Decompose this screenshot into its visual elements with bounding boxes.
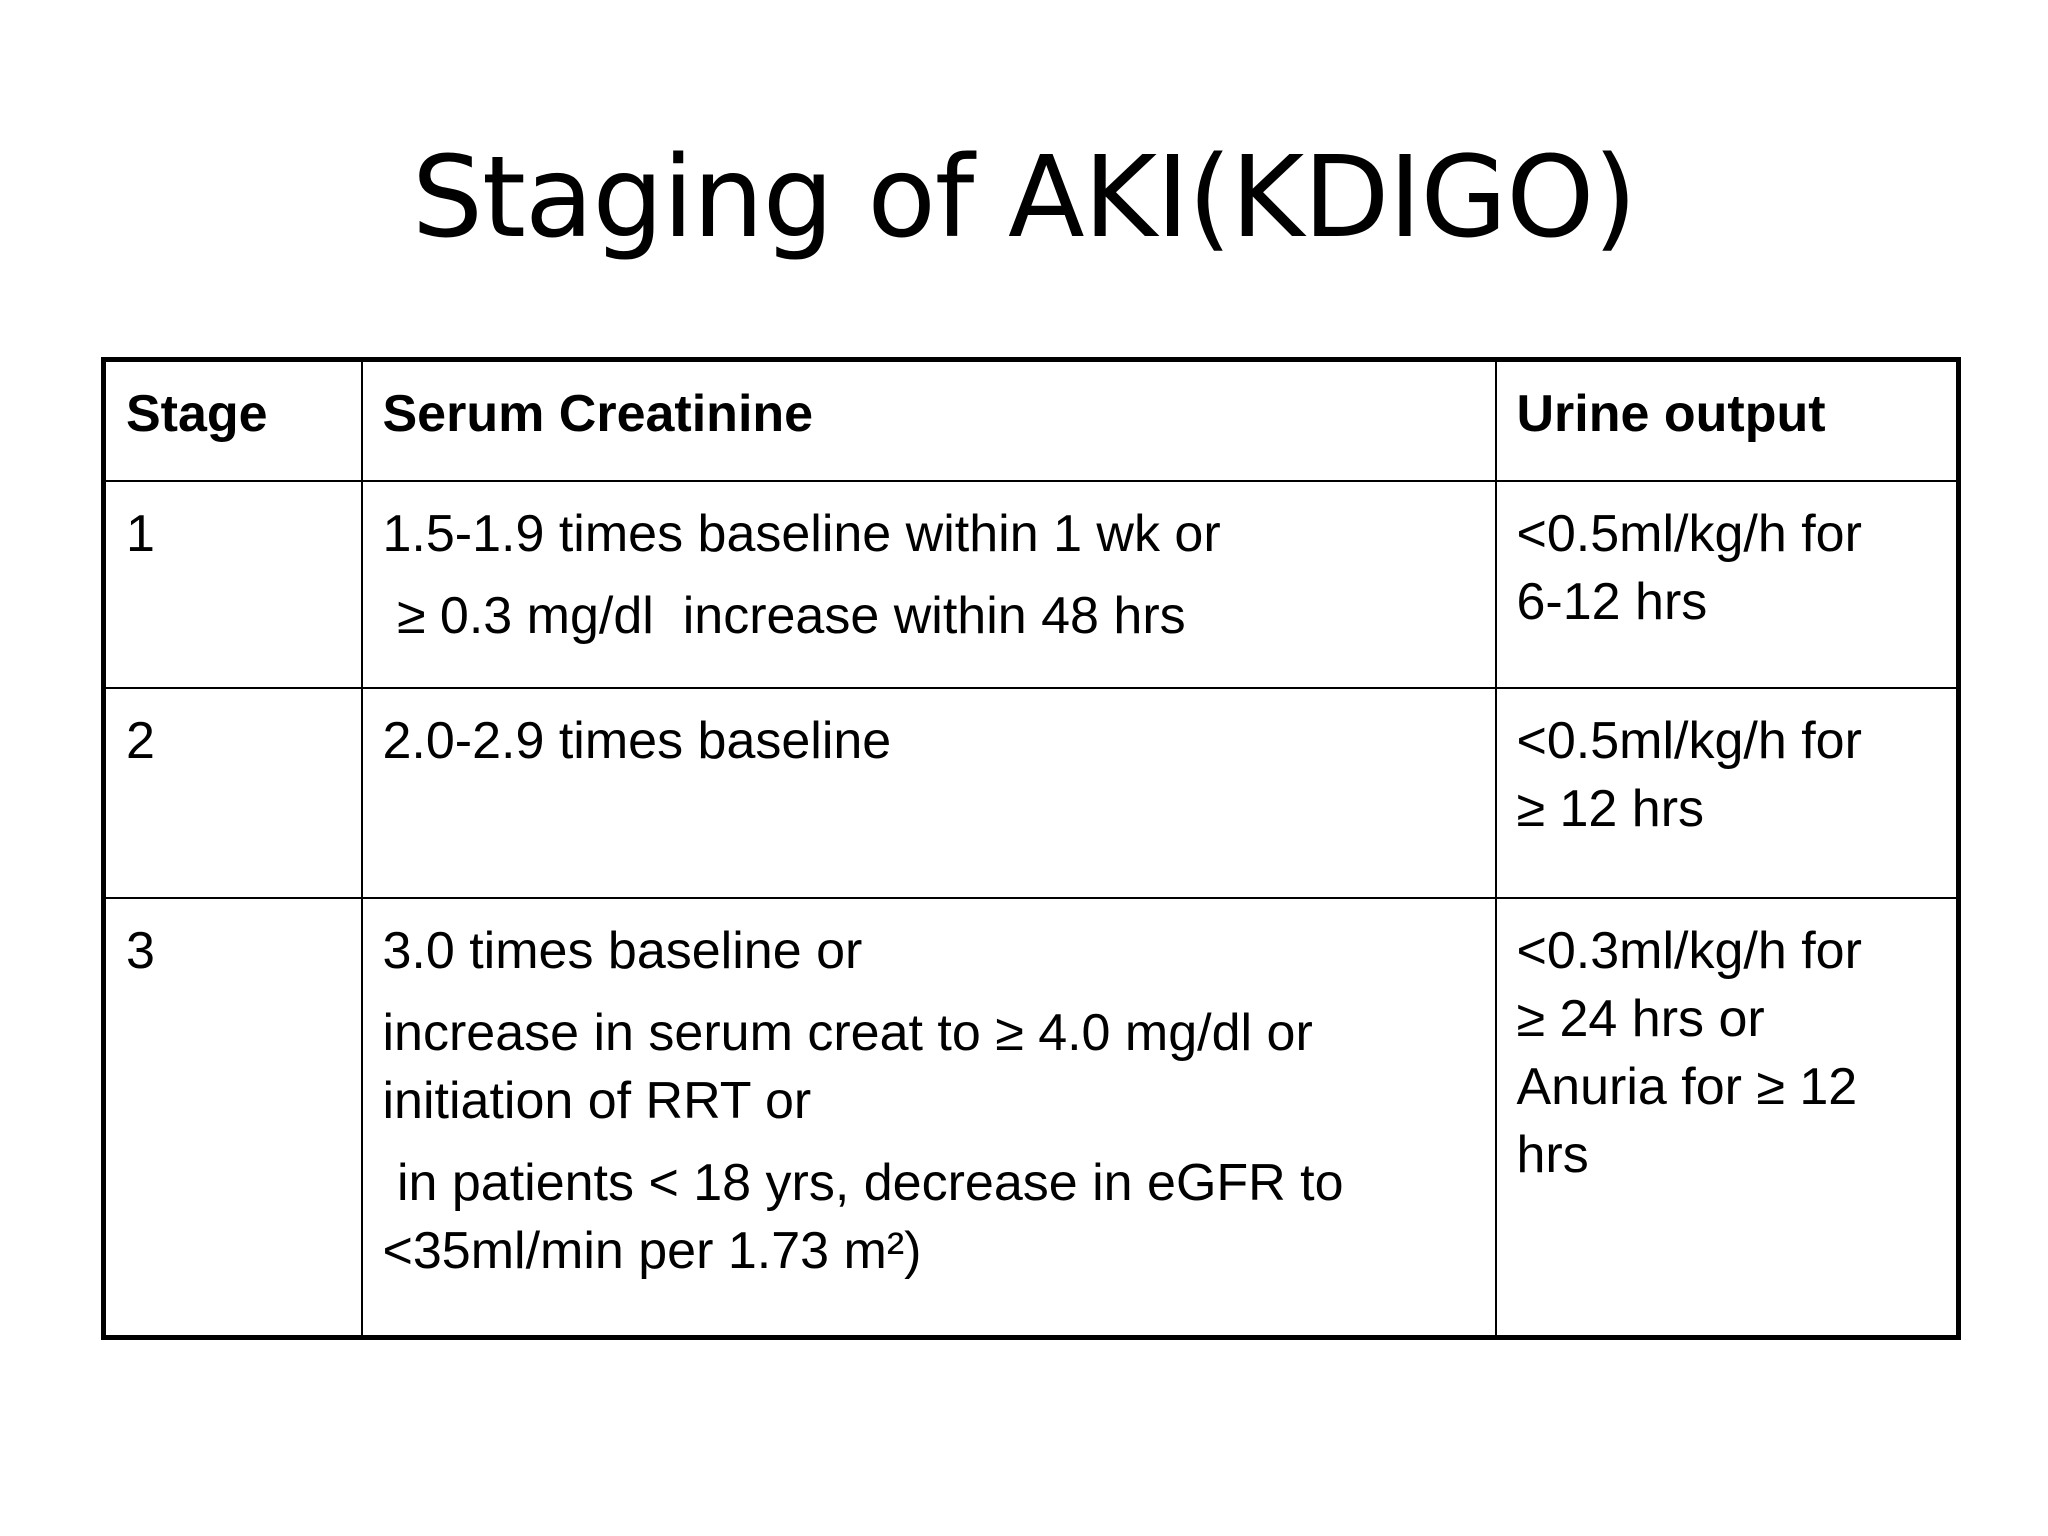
header-serum-creatinine: Serum Creatinine	[362, 360, 1496, 481]
urine-line: hrs	[1516, 1125, 1589, 1184]
urine-line: ≥ 24 hrs or	[1516, 989, 1765, 1048]
cell-stage: 1	[104, 481, 362, 688]
cell-urine-output	[1496, 688, 1959, 898]
creatinine-line: increase in serum creat to ≥ 4.0 mg/dl or	[382, 1003, 1313, 1062]
cell-stage: 3	[104, 898, 362, 1338]
creatinine-line: 1.5-1.9 times baseline within 1 wk or	[382, 504, 1221, 563]
cell-urine-output	[1496, 898, 1959, 1338]
table-row	[104, 688, 1959, 898]
urine-line: <0.5ml/kg/h for	[1516, 504, 1862, 563]
creatinine-line: in patients < 18 yrs, decrease in eGFR to	[382, 1153, 1344, 1212]
urine-line: Anuria for ≥ 12	[1516, 1057, 1858, 1116]
table-row	[104, 898, 1959, 1338]
cell-stage: 2	[104, 688, 362, 898]
cell-serum-creatinine	[362, 898, 1496, 1338]
creatinine-line: ≥ 0.3 mg/dl increase within 48 hrs	[382, 586, 1186, 645]
urine-line: <0.5ml/kg/h for	[1516, 711, 1862, 770]
aki-staging-table	[101, 357, 1961, 1340]
header-stage: Stage	[104, 360, 362, 481]
cell-urine-output	[1496, 481, 1959, 688]
creatinine-line: 2.0-2.9 times baseline	[382, 711, 892, 770]
table-header-row	[104, 360, 1959, 481]
cell-serum-creatinine	[362, 481, 1496, 688]
creatinine-line: 3.0 times baseline or	[382, 921, 863, 980]
slide-title: Staging of AKI(KDIGO)	[411, 133, 1637, 263]
header-urine-output: Urine output	[1496, 360, 1959, 481]
creatinine-line: <35ml/min per 1.73 m²)	[382, 1221, 922, 1280]
urine-line: <0.3ml/kg/h for	[1516, 921, 1862, 980]
cell-serum-creatinine	[362, 688, 1496, 898]
urine-line: ≥ 12 hrs	[1516, 779, 1705, 838]
urine-line: 6-12 hrs	[1516, 572, 1708, 631]
table-row	[104, 481, 1959, 688]
creatinine-line: initiation of RRT or	[382, 1071, 812, 1130]
